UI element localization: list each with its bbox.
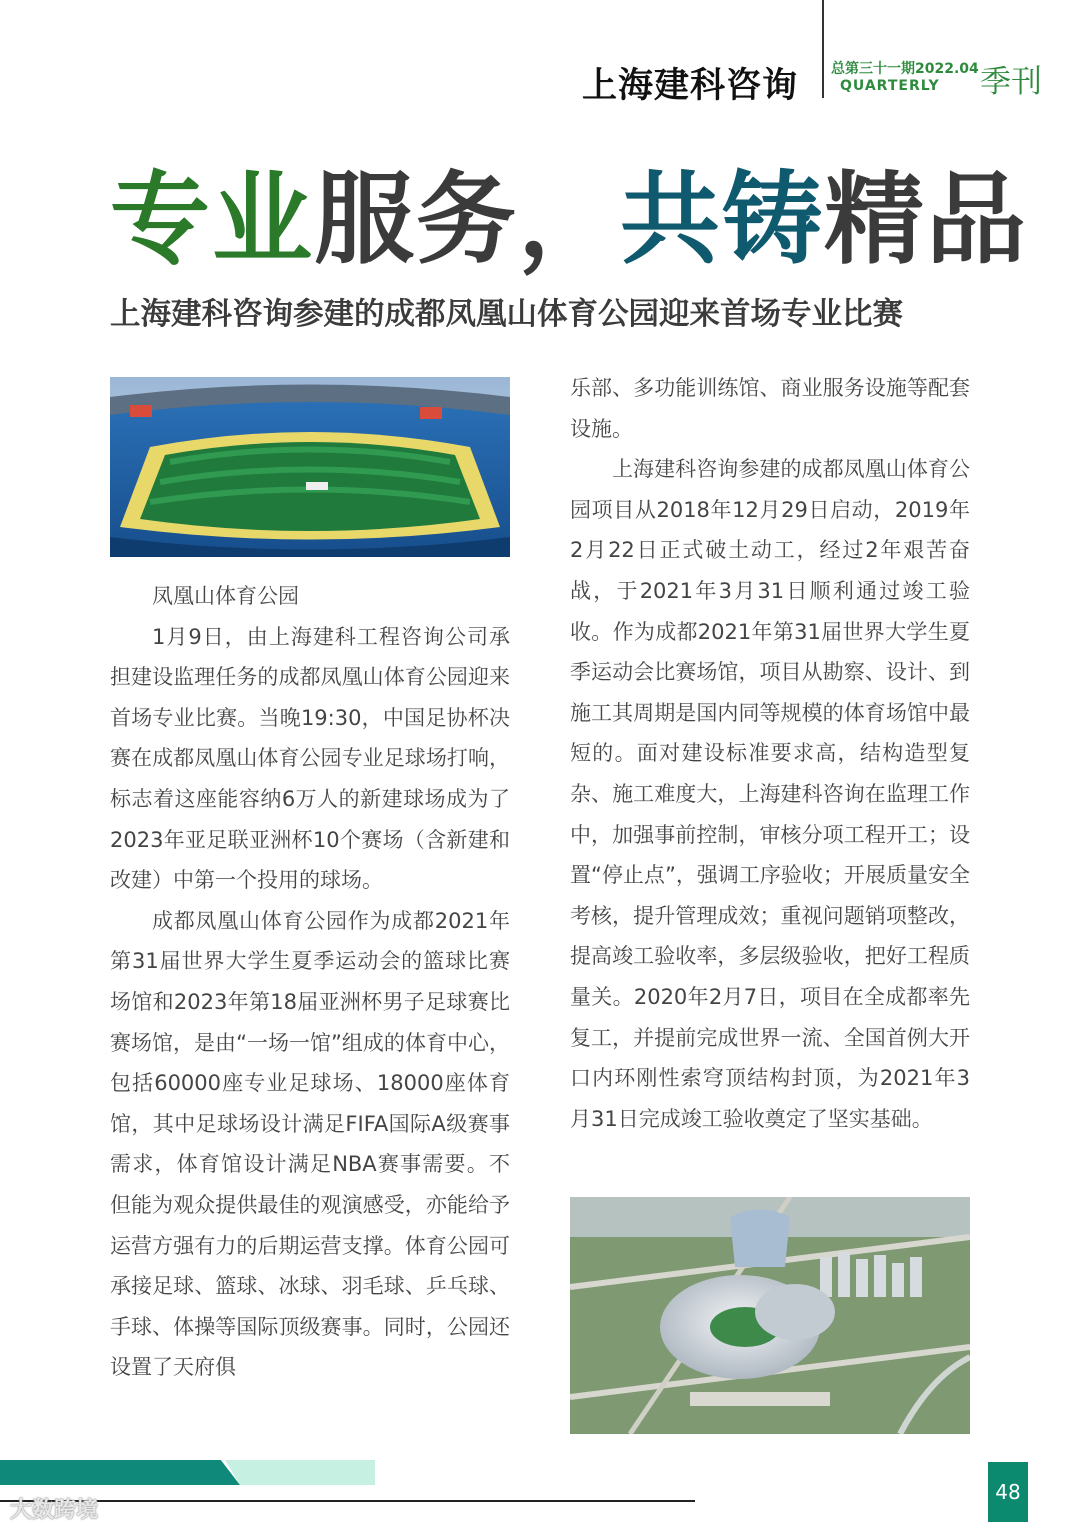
stadium-interior-photo xyxy=(110,377,510,557)
issue-number: 总第三十一期2022.04 xyxy=(831,61,979,77)
article-subtitle: 上海建科咨询参建的成都凤凰山体育公园迎来首场专业比赛 xyxy=(110,297,903,332)
aerial-render-photo xyxy=(570,1197,970,1434)
headline-part-2: 服务， xyxy=(314,161,620,278)
right-column-text xyxy=(570,368,970,1139)
headline-part-1: 专业 xyxy=(110,161,314,278)
masthead-title: 上海建科咨询 xyxy=(582,66,799,106)
headline-part-3: 共铸 xyxy=(620,161,824,278)
footer-stripe-dark xyxy=(0,1460,240,1485)
article-headline xyxy=(110,160,1028,280)
paragraph-continued: 乐部、多功能训练馆、商业服务设施等配套设施。 xyxy=(570,376,970,441)
header-divider xyxy=(822,0,824,98)
footer-stripe-light xyxy=(225,1460,375,1485)
page-number: 48 xyxy=(988,1462,1028,1522)
quarterly-label: QUARTERLY xyxy=(840,78,940,94)
headline-part-4: 精品 xyxy=(824,161,1028,278)
watermark-text: 大数跨境 xyxy=(10,1498,99,1523)
left-column-text xyxy=(110,576,510,1388)
footer-rule xyxy=(0,1500,695,1502)
paragraph-1: 1月9日，由上海建科工程咨询公司承担建设监理任务的成都凤凰山体育公园迎来首场专业比赛。当晚19:30，中国足协杯决赛在成都凤凰山体育公园专业足球场打响，标志着这座能容纳6万人的新建球场成为了2023年亚足联亚洲杯10个赛场（含新建和改建）中第一个投用的球场。 xyxy=(110,624,510,893)
image-caption: 凤凰山体育公园 xyxy=(152,584,299,608)
paragraph-3: 上海建科咨询参建的成都凤凰山体育公园项目从2018年12月29日启动，2019年2月22日正式破土动工，经过2年艰苦奋战，于2021年3月31日顺利通过竣工验收。作为成都2021年第31届世界大学生夏季运动会比赛场馆，项目从勘察、设计、到施工其周期是国内同等规模的体育场馆中最短的。面对建设标准要求高，结构造型复杂、施工难度大，上海建科咨询在监理工作中，加强事前控制，审核分项工程开工；设置“停止点”，强调工序验收；开展质量安全考核，提升管理成效；重视问题销项整改，提高竣工验收率，多层级验收，把好工程质量关。2020年2月7日，项目在全成都率先复工，并提前完成世界一流、全国首例大开口内环刚性索穹顶结构封顶，为2021年3月31日完成竣工验收奠定了坚实基础。 xyxy=(570,457,970,1131)
paragraph-2: 成都凤凰山体育公园作为成都2021年第31届世界大学生夏季运动会的篮球比赛场馆和2023年第18届亚洲杯男子足球赛比赛场馆，是由“一场一馆”组成的体育中心，包括60000座专业足球场、18000座体育馆，其中足球场设计满足FIFA国际A级赛事需求，体育馆设计满足NBA赛事需要。不但能为观众提供最佳的观演感受，亦能给予运营方强有力的后期运营支撑。体育公园可承接足球、篮球、冰球、羽毛球、乒乓球、手球、体操等国际顶级赛事。同时，公园还设置了天府俱 xyxy=(110,908,510,1380)
watermark-logo xyxy=(10,1493,98,1524)
jikan-label: 季刊 xyxy=(980,64,1042,100)
